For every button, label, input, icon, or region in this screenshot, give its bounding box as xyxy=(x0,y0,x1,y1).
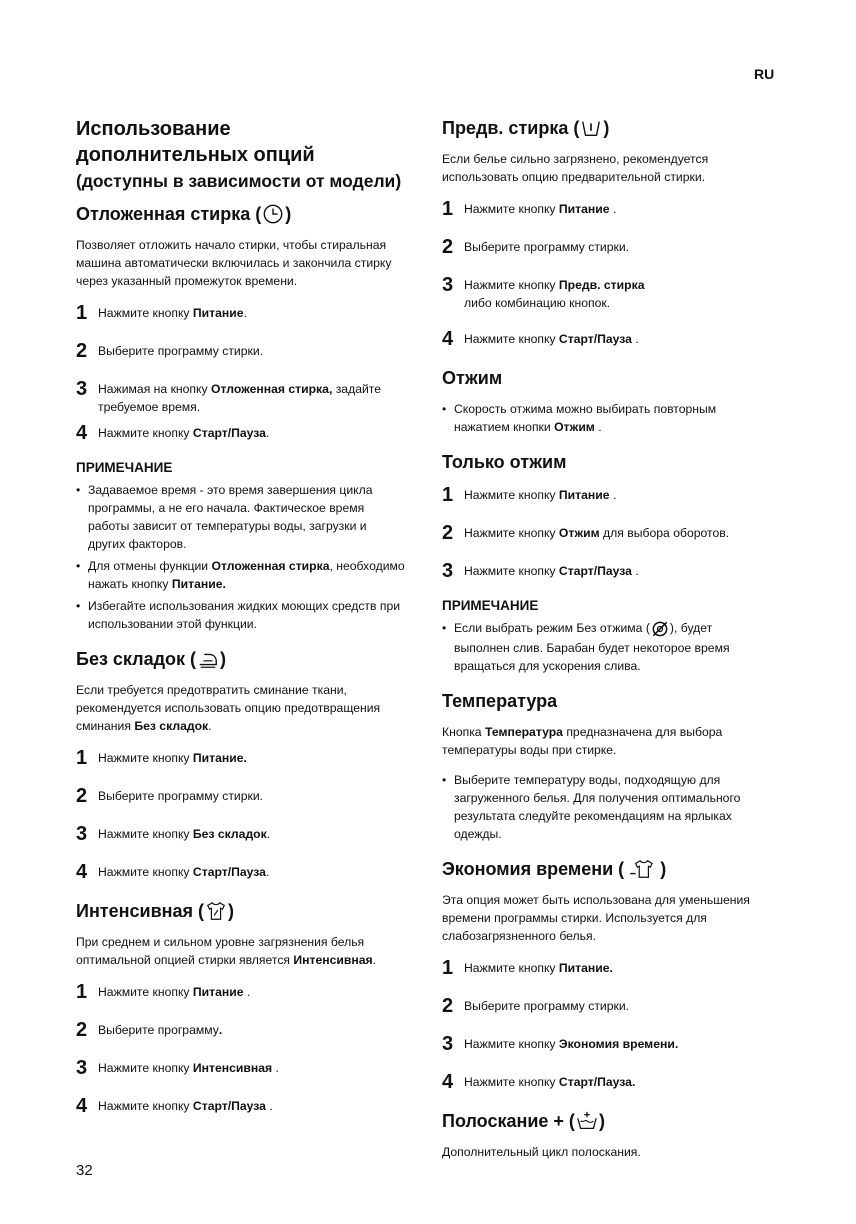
page-title: Использование дополнительных опций xyxy=(76,118,315,166)
intensive-description: При среднем и сильном уровне загрязнения белья оптимальной опцией стирки является Интенсивная. xyxy=(76,935,377,967)
step: 1 Нажмите кнопку Питание . xyxy=(442,198,617,220)
step: 1 Нажмите кнопку Питание . xyxy=(76,981,251,1003)
spin-only-notes xyxy=(442,619,762,675)
section-rinse-plus xyxy=(442,1109,762,1161)
section-delay xyxy=(76,202,406,633)
heading-wrinkle: Без складок ( ) xyxy=(76,649,227,669)
step: 2 Выберите программу стирки. xyxy=(76,340,264,362)
heading-time-save: Экономия времени ( ) xyxy=(442,859,667,879)
prewash-tub-icon xyxy=(580,117,602,139)
heading-delay: Отложенная стирка ( ) xyxy=(76,204,292,224)
step: 4 Нажмите кнопку Старт/Пауза . xyxy=(76,1095,273,1117)
heading-rinse-plus: Полоскание + ( ) xyxy=(442,1111,605,1131)
note-item: • Задаваемое время - это время завершения цикла программы, а не его начала. Фактическое время работы зависит от температуры воды, загрузки и других факторов. xyxy=(76,481,406,553)
step: 4 Нажмите кнопку Старт/Пауза. xyxy=(76,861,270,883)
step: 2 Выберите программу стирки. xyxy=(442,236,630,258)
step: 2 Выберите программу стирки. xyxy=(76,785,264,807)
step: 1 Нажмите кнопку Питание . xyxy=(442,484,617,506)
step: 3 Нажимая на кнопку Отложенная стирка, задайте требуемое время. xyxy=(76,378,382,414)
delay-steps xyxy=(76,302,406,444)
section-spin xyxy=(442,366,762,436)
heading-intensive: Интенсивная ( ) xyxy=(76,901,235,921)
language-label: RU xyxy=(754,66,775,82)
section-prewash xyxy=(442,116,762,350)
no-spin-icon xyxy=(650,619,670,639)
intensive-steps xyxy=(76,981,406,1117)
step: 3 Нажмите кнопку Экономия времени. xyxy=(442,1033,679,1055)
spin-bullets xyxy=(442,400,762,436)
section-temperature xyxy=(442,689,762,843)
prewash-description: Если белье сильно загрязнено, рекомендуется использовать опцию предварительной стирки. xyxy=(442,152,709,184)
bullet-item: • Скорость отжима можно выбирать повторным нажатием кнопки Отжим . xyxy=(442,400,762,436)
note-heading: ПРИМЕЧАНИЕ xyxy=(442,598,539,613)
step: 2 Нажмите кнопку Отжим для выбора оборотов. xyxy=(442,522,730,544)
section-wrinkle xyxy=(76,647,406,883)
time-save-steps xyxy=(442,957,762,1093)
heading-spin-only: Только отжим xyxy=(442,452,567,472)
step: 4 Нажмите кнопку Старт/Пауза . xyxy=(442,328,639,350)
delay-description: Позволяет отложить начало стирки, чтобы стиральная машина автоматически включилась и закончила стирку через указанный промежуток времени. xyxy=(76,238,392,288)
step: 4 Нажмите кнопку Старт/Пауза. xyxy=(76,422,270,444)
step: 3 Нажмите кнопку Без складок. xyxy=(76,823,271,845)
heading-spin: Отжим xyxy=(442,368,503,388)
time-save-description: Эта опция может быть использована для уменьшения времени программы стирки. Используется для слабозагрязненного белья. xyxy=(442,893,750,943)
section-intensive xyxy=(76,899,406,1117)
step: 3 Нажмите кнопку Предв. стирка либо комбинацию кнопок. xyxy=(442,274,645,310)
note-item: • Если выбрать режим Без отжима ( ), будет выполнен слив. Барабан будет некоторое время вращаться для ускорения слива. xyxy=(442,619,762,675)
step: 2 Выберите программу стирки. xyxy=(442,995,630,1017)
prewash-steps xyxy=(442,198,762,350)
heading-prewash: Предв. стирка ( ) xyxy=(442,118,610,138)
wrinkle-description: Если требуется предотвратить сминание ткани, рекомендуется использовать опцию предотвращения сминания Без складок. xyxy=(76,683,381,733)
iron-icon xyxy=(197,648,219,670)
shirt-stain-icon xyxy=(205,900,227,922)
bullet-item: • Выберите температуру воды, подходящую для загруженного белья. Для получения оптимального результата следуйте рекомендациям на ярлыках одежды. xyxy=(442,771,762,843)
delay-notes xyxy=(76,481,406,633)
step: 3 Нажмите кнопку Старт/Пауза . xyxy=(442,560,639,582)
section-spin-only xyxy=(442,450,762,675)
step: 3 Нажмите кнопку Интенсивная . xyxy=(76,1057,279,1079)
page-subtitle: (доступны в зависимости от модели) xyxy=(76,171,402,191)
shirt-fast-icon xyxy=(625,858,659,880)
spin-only-steps xyxy=(442,484,762,582)
note-item: • Для отмены функции Отложенная стирка, необходимо нажать кнопку Питание. xyxy=(76,557,406,593)
page-number: 32 xyxy=(76,1162,93,1179)
note-item: • Избегайте использования жидких моющих средств при использовании этой функции. xyxy=(76,597,406,633)
wrinkle-steps xyxy=(76,747,406,883)
heading-temperature: Температура xyxy=(442,691,558,711)
step: 1 Нажмите кнопку Питание. xyxy=(76,747,247,769)
step: 2 Выберите программу. xyxy=(76,1019,223,1041)
left-column xyxy=(76,116,406,1133)
clock-icon xyxy=(262,203,284,225)
step: 1 Нажмите кнопку Питание. xyxy=(442,957,613,979)
temperature-bullets xyxy=(442,771,762,843)
temperature-description: Кнопка Температура предназначена для выбора температуры воды при стирке. xyxy=(442,725,723,757)
rinse-plus-icon xyxy=(576,1110,598,1132)
right-column xyxy=(442,116,762,1175)
step: 4 Нажмите кнопку Старт/Пауза. xyxy=(442,1071,636,1093)
step: 1 Нажмите кнопку Питание. xyxy=(76,302,247,324)
note-heading: ПРИМЕЧАНИЕ xyxy=(76,460,173,475)
rinse-plus-description: Дополнительный цикл полоскания. xyxy=(442,1145,641,1159)
section-time-save xyxy=(442,857,762,1093)
